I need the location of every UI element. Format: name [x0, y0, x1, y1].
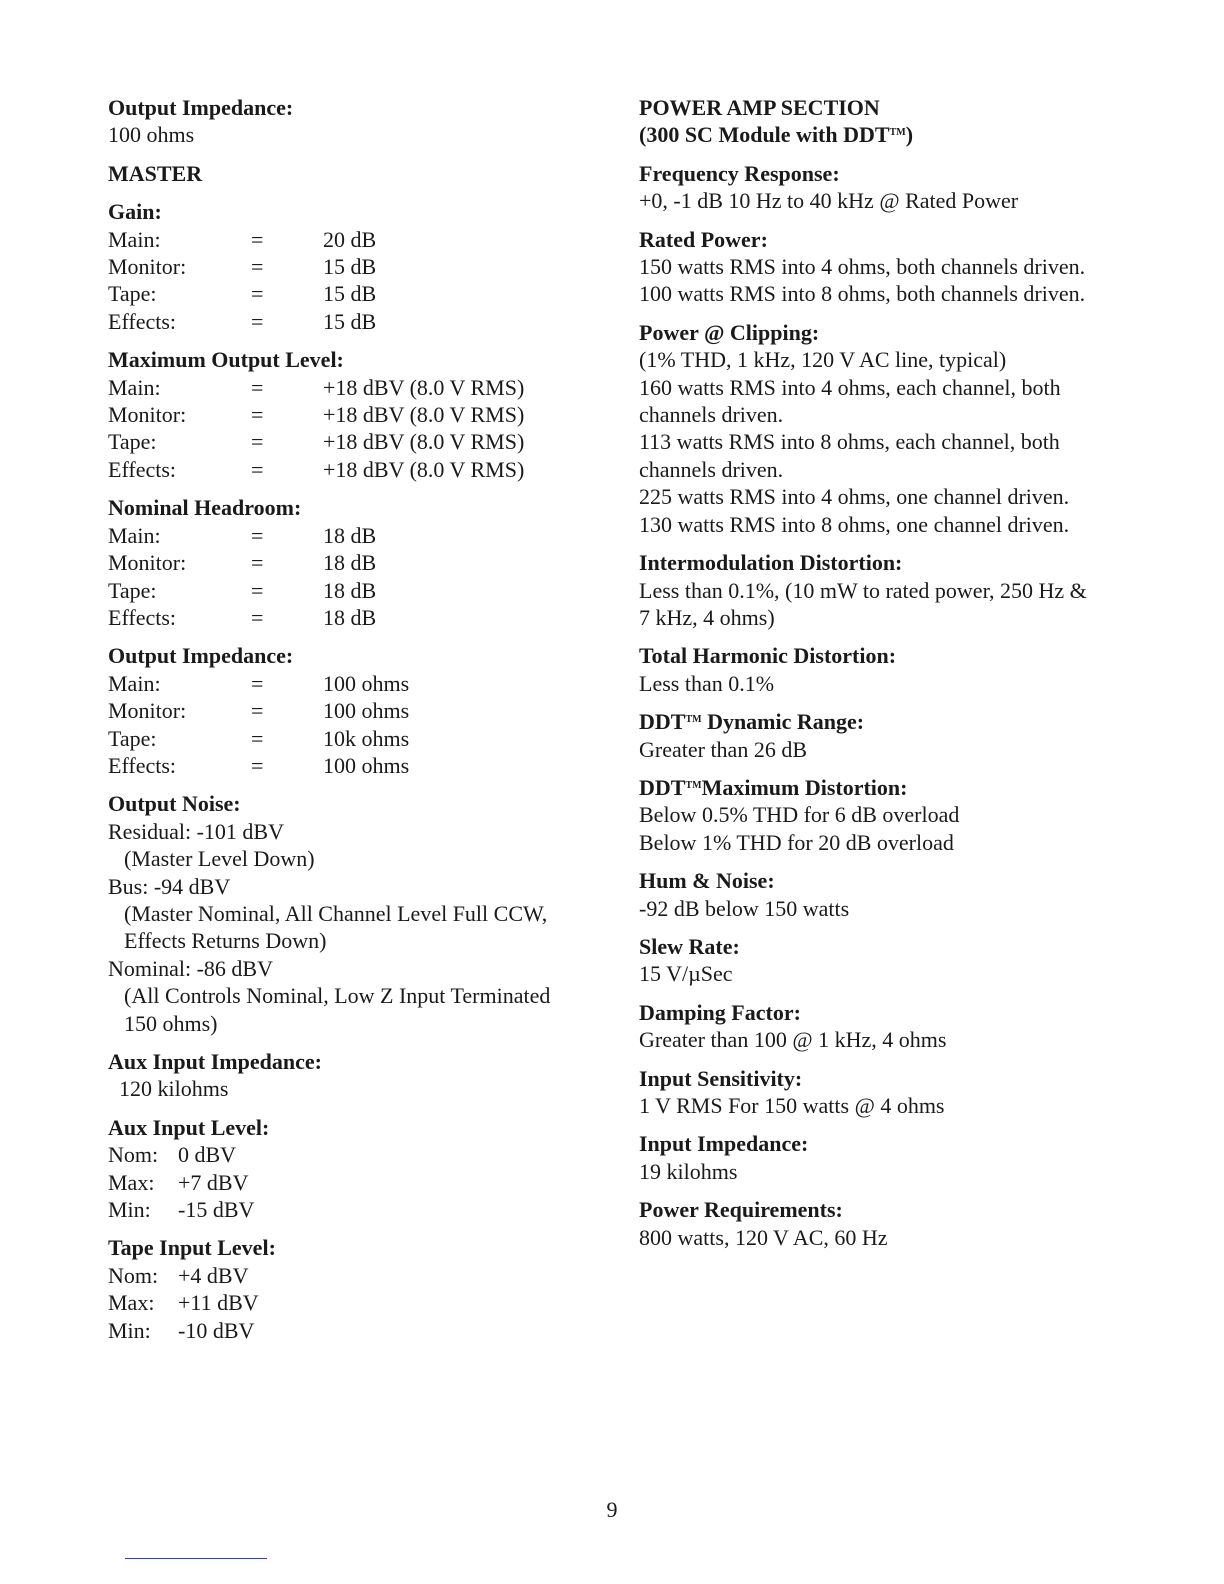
- aux-impedance-section: [108, 1048, 608, 1103]
- trademark-mark: TM: [685, 779, 702, 791]
- heading-text: Maximum Distortion:: [701, 774, 908, 800]
- row-value: 18 dB: [323, 577, 377, 603]
- row-value: 15 dB: [323, 281, 377, 307]
- noise-note: (All Controls Nominal, Low Z Input Terminated: [124, 983, 551, 1009]
- row-label: Nom:: [108, 1262, 159, 1288]
- section-heading: Output Impedance:: [108, 95, 294, 120]
- aux-level-section: [108, 1114, 608, 1224]
- row-label: Max:: [108, 1290, 155, 1316]
- spec-value: 800 watts, 120 V AC, 60 Hz: [639, 1224, 888, 1250]
- spec-value: 100 ohms: [108, 122, 195, 148]
- damping-section: [639, 999, 1119, 1054]
- noise-bus: Bus: -94 dBV: [108, 873, 231, 899]
- max-output-section: [108, 346, 608, 483]
- noise-note: Effects Returns Down): [124, 928, 327, 954]
- page-number: 9: [606, 1497, 618, 1522]
- noise-note: 150 ohms): [124, 1010, 218, 1036]
- row-value: +4 dBV: [178, 1262, 249, 1288]
- spec-value: 15 V/µSec: [639, 961, 733, 987]
- spec-value: channels driven.: [639, 402, 784, 428]
- tape-level-section: [108, 1234, 608, 1344]
- row-label: Effects:: [108, 456, 177, 482]
- spec-value: (1% THD, 1 kHz, 120 V AC line, typical): [639, 347, 1007, 373]
- row-value: 100 ohms: [323, 698, 410, 724]
- spec-row: [108, 253, 608, 280]
- spec-value: 1 V RMS For 150 watts @ 4 ohms: [639, 1093, 945, 1118]
- row-label: Min:: [108, 1197, 151, 1223]
- spec-row: [108, 1289, 608, 1316]
- spec-row: [108, 308, 608, 335]
- noise-nominal: Nominal: -86 dBV: [108, 955, 273, 981]
- output-noise-section: [108, 790, 608, 1037]
- equals-sign: =: [251, 456, 264, 482]
- ddt-range-section: [639, 708, 1119, 763]
- right-column: [639, 94, 1119, 1262]
- equals-sign: =: [251, 550, 264, 576]
- clipping-section: [639, 319, 1119, 538]
- spec-row: [108, 401, 608, 428]
- spec-value: -92 dB below 150 watts: [639, 895, 850, 921]
- section-heading: Input Sensitivity:: [639, 1065, 803, 1091]
- equals-sign: =: [251, 670, 264, 696]
- equals-sign: =: [251, 577, 264, 603]
- row-value: 18 dB: [323, 522, 377, 548]
- row-value: +18 dBV (8.0 V RMS): [323, 429, 525, 455]
- section-heading: Tape Input Level:: [108, 1235, 276, 1261]
- subtitle-text: (300 SC Module with DDT: [639, 122, 890, 148]
- row-value: 15 dB: [323, 308, 377, 334]
- section-title: POWER AMP SECTION: [639, 95, 880, 120]
- section-heading: Power @ Clipping:: [639, 319, 820, 345]
- equals-sign: =: [251, 254, 264, 280]
- spec-value: 19 kilohms: [639, 1158, 738, 1184]
- sensitivity-section: [639, 1065, 1119, 1120]
- equals-sign: =: [251, 725, 264, 751]
- row-value: +11 dBV: [178, 1290, 259, 1316]
- row-value: +18 dBV (8.0 V RMS): [323, 402, 525, 428]
- row-value: 100 ohms: [323, 752, 410, 778]
- section-heading: Output Noise:: [108, 791, 241, 817]
- equals-sign: =: [251, 226, 264, 252]
- spec-row: [108, 670, 608, 697]
- row-label: Main:: [108, 670, 161, 696]
- output-impedance-top-section: [108, 94, 608, 149]
- master-title: MASTER: [108, 160, 203, 186]
- section-heading: Output Impedance:: [108, 643, 294, 669]
- spec-value: 160 watts RMS into 4 ohms, each channel, both: [639, 374, 1061, 400]
- equals-sign: =: [251, 402, 264, 428]
- spec-row: [108, 697, 608, 724]
- spec-row: [108, 604, 608, 631]
- row-value: 18 dB: [323, 604, 377, 630]
- spec-value: 120 kilohms: [119, 1076, 229, 1102]
- spec-row: [108, 1169, 608, 1196]
- frequency-response-section: [639, 160, 1119, 215]
- spec-value: Less than 0.1%: [639, 670, 775, 696]
- power-amp-title-section: [639, 94, 1119, 149]
- subtitle-close: ): [905, 122, 914, 148]
- power-requirements-section: [639, 1196, 1119, 1251]
- hum-noise-section: [639, 867, 1119, 922]
- trademark-mark: TM: [685, 714, 702, 726]
- row-label: Effects:: [108, 752, 177, 778]
- row-label: Monitor:: [108, 402, 187, 428]
- row-label: Main:: [108, 522, 161, 548]
- spec-row: [108, 1317, 608, 1344]
- noise-note: (Master Level Down): [124, 846, 315, 872]
- row-label: Monitor:: [108, 254, 187, 280]
- equals-sign: =: [251, 308, 264, 334]
- row-label: Nom:: [108, 1142, 159, 1168]
- ddt-max-section: [639, 774, 1119, 856]
- spec-value: 225 watts RMS into 4 ohms, one channel driven.: [639, 484, 1070, 510]
- row-value: +18 dBV (8.0 V RMS): [323, 374, 525, 400]
- row-label: Tape:: [108, 577, 157, 603]
- spec-value: Less than 0.1%, (10 mW to rated power, 250 Hz &: [639, 577, 1087, 603]
- row-value: 10k ohms: [323, 725, 410, 751]
- headroom-section: [108, 494, 608, 631]
- row-value: 20 dB: [323, 226, 377, 252]
- row-label: Monitor:: [108, 698, 187, 724]
- row-value: 0 dBV: [178, 1142, 237, 1168]
- equals-sign: =: [251, 698, 264, 724]
- row-label: Main:: [108, 226, 161, 252]
- section-heading: Frequency Response:: [639, 160, 840, 186]
- gain-section: [108, 198, 608, 335]
- section-heading: Maximum Output Level:: [108, 347, 344, 373]
- row-label: Tape:: [108, 429, 157, 455]
- input-impedance-section: [639, 1130, 1119, 1185]
- row-label: Tape:: [108, 725, 157, 751]
- row-value: 18 dB: [323, 550, 377, 576]
- ddt-label: DDT: [639, 709, 686, 735]
- equals-sign: =: [251, 604, 264, 630]
- spec-row: [108, 374, 608, 401]
- section-subtitle: [639, 121, 1119, 148]
- spec-row: [108, 1141, 608, 1168]
- trademark-mark: TM: [889, 127, 906, 139]
- section-heading: Hum & Noise:: [639, 868, 775, 894]
- spec-value: 113 watts RMS into 8 ohms, each channel, both: [639, 429, 1060, 455]
- spec-row: [108, 1262, 608, 1289]
- spec-row: [108, 1196, 608, 1223]
- spec-row: [108, 522, 608, 549]
- section-heading: Total Harmonic Distortion:: [639, 643, 897, 669]
- heading-text: Dynamic Range:: [701, 709, 865, 735]
- row-value: -15 dBV: [178, 1197, 255, 1223]
- rated-power-section: [639, 226, 1119, 308]
- row-label: Monitor:: [108, 550, 187, 576]
- spec-value: Greater than 26 dB: [639, 736, 807, 762]
- spec-row: [108, 428, 608, 455]
- section-heading: Aux Input Impedance:: [108, 1049, 322, 1074]
- section-heading: Damping Factor:: [639, 999, 801, 1025]
- row-label: Effects:: [108, 604, 177, 630]
- section-heading: Input Impedance:: [639, 1131, 809, 1157]
- equals-sign: =: [251, 374, 264, 400]
- spec-value: Below 1% THD for 20 dB overload: [639, 829, 954, 855]
- equals-sign: =: [251, 281, 264, 307]
- spec-row: [108, 226, 608, 253]
- section-heading: Nominal Headroom:: [108, 495, 302, 521]
- spec-row: [108, 752, 608, 779]
- slew-rate-section: [639, 933, 1119, 988]
- equals-sign: =: [251, 429, 264, 455]
- section-heading: Power Requirements:: [639, 1197, 843, 1223]
- spec-value: 130 watts RMS into 8 ohms, one channel driven.: [639, 511, 1070, 537]
- thd-section: [639, 642, 1119, 697]
- spec-value: 150 watts RMS into 4 ohms, both channels driven.: [639, 254, 1086, 280]
- section-heading: Slew Rate:: [639, 933, 740, 959]
- row-label: Min:: [108, 1317, 151, 1343]
- section-heading: Intermodulation Distortion:: [639, 550, 903, 576]
- imd-section: [639, 549, 1119, 631]
- spec-row: [108, 725, 608, 752]
- ddt-label: DDT: [639, 774, 686, 800]
- spec-value: +0, -1 dB 10 Hz to 40 kHz @ Rated Power: [639, 188, 1019, 214]
- spec-row: [108, 577, 608, 604]
- section-heading: Aux Input Level:: [108, 1114, 270, 1140]
- spec-row: [108, 456, 608, 483]
- section-heading: Gain:: [108, 199, 162, 225]
- row-value: +7 dBV: [178, 1169, 249, 1195]
- spec-value: Below 0.5% THD for 6 dB overload: [639, 802, 960, 828]
- row-value: -10 dBV: [178, 1317, 255, 1343]
- equals-sign: =: [251, 752, 264, 778]
- row-label: Effects:: [108, 308, 177, 334]
- spec-value: Greater than 100 @ 1 kHz, 4 ohms: [639, 1027, 947, 1053]
- section-heading: Rated Power:: [639, 226, 768, 252]
- footer-rule: [125, 1558, 267, 1559]
- row-value: +18 dBV (8.0 V RMS): [323, 456, 525, 482]
- section-heading: [639, 774, 1119, 801]
- master-title-section: [108, 160, 608, 187]
- output-impedance-section: [108, 642, 608, 779]
- noise-note: (Master Nominal, All Channel Level Full CCW,: [124, 900, 548, 926]
- section-heading: [639, 708, 1119, 735]
- spec-value: channels driven.: [639, 456, 784, 482]
- row-label: Tape:: [108, 281, 157, 307]
- row-value: 15 dB: [323, 254, 377, 280]
- left-column: [108, 94, 608, 1355]
- noise-residual: Residual: -101 dBV: [108, 818, 284, 844]
- equals-sign: =: [251, 522, 264, 548]
- row-value: 100 ohms: [323, 670, 410, 696]
- spec-value: 7 kHz, 4 ohms): [639, 604, 775, 630]
- spec-row: [108, 549, 608, 576]
- row-label: Main:: [108, 374, 161, 400]
- row-label: Max:: [108, 1169, 155, 1195]
- spec-row: [108, 280, 608, 307]
- spec-value: 100 watts RMS into 8 ohms, both channels driven.: [639, 281, 1086, 307]
